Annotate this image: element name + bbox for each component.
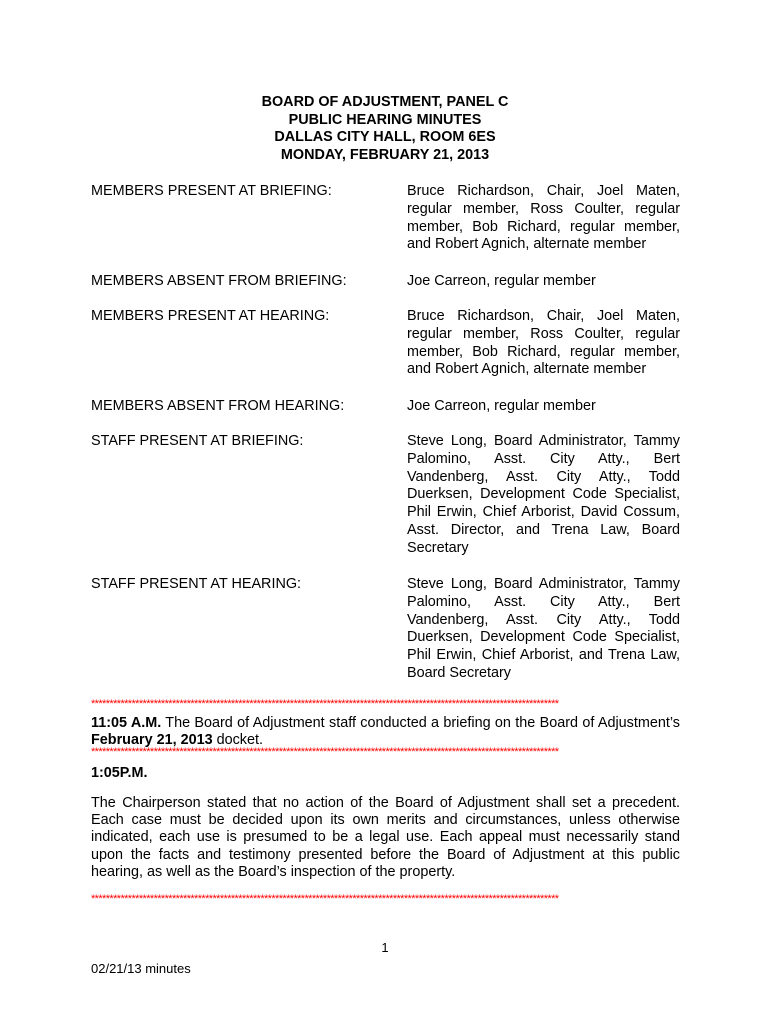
separator-line: ******************************************************************************************************************************* (91, 894, 559, 905)
briefing-time: 11:05 A.M. (91, 715, 162, 731)
roster-value: Steve Long, Board Administrator, Tammy Palomino, Asst. City Atty., Bert Vandenberg, Asst. City Atty., Todd Duerksen, Development Code Specialist, Phil Erwin, Chief Arborist, and Trena Law, Board Secretary (407, 576, 680, 681)
briefing-text-end: docket. (212, 732, 264, 749)
header-subtitle: PUBLIC HEARING MINUTES (288, 111, 482, 128)
header-date: MONDAY, FEBRUARY 21, 2013 (280, 146, 490, 163)
roster-label: MEMBERS PRESENT AT BRIEFING: (91, 183, 332, 199)
roster-value: Steve Long, Board Administrator, Tammy Palomino, Asst. City Atty., Bert Vandenberg, Asst. City Atty., Todd Duerksen, Development Code Specialist, Phil Erwin, Chief Arborist, David Cossum, Asst. Director, and Trena Law, Board Secretary (407, 433, 680, 556)
hearing-time: 1:05P.M. (91, 765, 148, 781)
roster-label: STAFF PRESENT AT HEARING: (91, 576, 302, 592)
roster-value: Bruce Richardson, Chair, Joel Maten, regular member, Ross Coulter, regular member, Bob Richard, regular member, and Robert Agnich, alternate member (407, 183, 680, 253)
briefing-date: February 21, 2013 (91, 732, 213, 749)
roster-label: STAFF PRESENT AT BRIEFING: (91, 433, 304, 449)
header-title: BOARD OF ADJUSTMENT, PANEL C (261, 94, 509, 110)
roster-value: Joe Carreon, regular member (407, 273, 596, 289)
briefing-paragraph (91, 715, 680, 749)
briefing-text: The Board of Adjustment staff conducted a briefing on the Board of Adjustment’s (161, 715, 680, 731)
footer-date: 02/21/13 minutes (91, 961, 191, 976)
roster-value: Joe Carreon, regular member (407, 398, 596, 414)
roster-label: MEMBERS ABSENT FROM BRIEFING: (91, 273, 347, 289)
roster-label: MEMBERS PRESENT AT HEARING: (91, 308, 330, 324)
document-header (0, 94, 770, 164)
roster-value: Bruce Richardson, Chair, Joel Maten, regular member, Ross Coulter, regular member, Bob Richard, regular member, and Robert Agnich, alternate member (407, 308, 680, 378)
hearing-statement: The Chairperson stated that no action of the Board of Adjustment shall set a precedent. Each case must be decided upon its own merits and circumstances, unless otherwise indicated, each use is presumed to be a legal use. Each appeal must necessarily stand upon the facts and testimony presented before the Board of Adjustment at this public hearing, as well as the Board’s inspection of the property. (91, 795, 680, 880)
header-location: DALLAS CITY HALL, ROOM 6ES (274, 129, 496, 145)
separator-line: ******************************************************************************************************************************* (91, 747, 559, 758)
page-number: 1 (381, 940, 389, 955)
separator-line: ******************************************************************************************************************************* (91, 699, 559, 710)
roster-label: MEMBERS ABSENT FROM HEARING: (91, 398, 345, 414)
